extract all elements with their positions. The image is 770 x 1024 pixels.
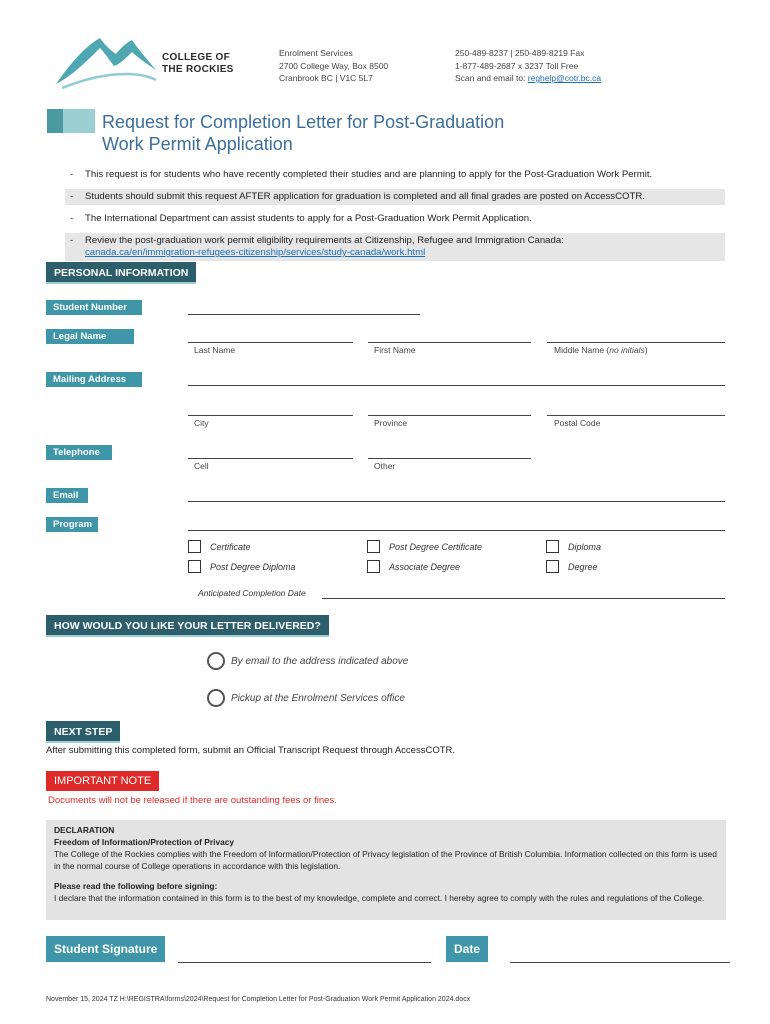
address-block [279, 47, 388, 85]
cell-field[interactable] [188, 458, 353, 459]
first-name-field[interactable] [368, 342, 531, 343]
list-item: - The International Department can assist students to apply for a Post-Graduation Work Permit Application. [70, 213, 532, 224]
list-item: - This request is for students who have recently completed their studies and are planning to apply for the Post-Graduation Work Permit. [70, 169, 653, 180]
telephone-label: Telephone [46, 445, 112, 460]
logo-text [162, 52, 234, 76]
important-note-heading: IMPORTANT NOTE [46, 771, 159, 791]
mailing-address-label: Mailing Address [46, 372, 142, 387]
pickup-delivery-radio[interactable] [207, 689, 225, 707]
logo-line-2: THE ROCKIES [162, 64, 234, 75]
legal-name-label: Legal Name [46, 329, 134, 344]
middle-name-caption: Middle Name (no initials) [554, 345, 648, 355]
next-step-heading: NEXT STEP [46, 721, 120, 743]
first-name-caption: First Name [374, 345, 416, 355]
degree-label: Degree [568, 562, 598, 572]
student-number-field[interactable] [188, 314, 420, 315]
address-line: Enrolment Services [279, 48, 353, 58]
city-caption: City [194, 418, 209, 428]
program-label: Program [46, 517, 98, 532]
phone-line: 250-489-8237 | 250-489-8219 Fax [455, 48, 585, 58]
declaration-read-heading: Please read the following before signing: [54, 881, 218, 891]
student-signature-label: Student Signature [46, 936, 165, 962]
email-field[interactable] [188, 501, 725, 502]
post-degree-certificate-label: Post Degree Certificate [389, 542, 483, 552]
degree-checkbox[interactable] [546, 560, 559, 573]
post-degree-certificate-checkbox[interactable] [367, 540, 380, 553]
page-title [102, 111, 504, 155]
next-step-text: After submitting this completed form, submit an Official Transcript Request through AccessCOTR. [46, 745, 456, 756]
post-degree-diploma-label: Post Degree Diploma [210, 562, 296, 572]
last-name-caption: Last Name [194, 345, 236, 355]
title-line-1: Request for Completion Letter for Post-Graduation [102, 112, 505, 132]
email-link[interactable]: reghelp@cotr.bc.ca [527, 73, 602, 83]
email-delivery-radio[interactable] [207, 652, 225, 670]
associate-degree-label: Associate Degree [389, 562, 461, 572]
tollfree-line: 1-877-489-2687 x 3237 Toll Free [455, 60, 579, 71]
postal-code-field[interactable] [547, 415, 725, 416]
student-signature-field[interactable] [178, 962, 431, 963]
student-number-label: Student Number [46, 300, 142, 315]
diploma-checkbox[interactable] [546, 540, 559, 553]
province-caption: Province [374, 418, 408, 428]
post-degree-diploma-checkbox[interactable] [188, 560, 201, 573]
anticipated-date-field[interactable] [322, 598, 725, 599]
address-line: Cranbrook BC | V1C 5L7 [279, 73, 373, 83]
declaration-box [46, 820, 726, 920]
footer-text: November 15, 2024 TZ H:\REGISTRA\forms\2024\Request for Completion Letter for Post-Graduation Work Permit Application 2024.docx [46, 996, 471, 1003]
declaration-title: DECLARATION [54, 825, 115, 835]
cell-caption: Cell [194, 461, 209, 471]
mountain-logo-icon [52, 34, 162, 94]
other-phone-field[interactable] [368, 458, 531, 459]
logo-line-1: COLLEGE OF [162, 52, 230, 63]
important-note-text: Documents will not be released if there are outstanding fees or fines. [48, 795, 337, 806]
date-label: Date [446, 936, 488, 962]
email-prefix: Scan and email to: [455, 73, 528, 83]
title-accent-light [63, 109, 95, 133]
immigration-link[interactable]: canada.ca/en/immigration-refugees-citizenship/services/study-canada/work.html [85, 247, 426, 258]
declaration-statement: I declare that the information contained in this form is to the best of my knowledge, complete and correct. I hereby agree to comply with the rules and regulations of the College. [54, 893, 705, 903]
email-line [455, 72, 601, 85]
instructions-list [65, 167, 725, 267]
middle-name-field[interactable] [547, 342, 725, 343]
address-line: 2700 College Way, Box 8500 [279, 60, 389, 71]
last-name-field[interactable] [188, 342, 353, 343]
declaration-body: The College of the Rockies complies with the Freedom of Information/Protection of Privacy legislation of the Province of British Columbia. Information collected on this form is used in the normal course of College operations in accordance with this legislation. [54, 849, 717, 871]
province-field[interactable] [368, 415, 531, 416]
diploma-label: Diploma [568, 542, 602, 552]
city-field[interactable] [188, 415, 353, 416]
postal-code-caption: Postal Code [554, 418, 601, 428]
title-accent-dark [47, 109, 63, 133]
email-label: Email [46, 488, 88, 503]
certificate-checkbox[interactable] [188, 540, 201, 553]
list-item: - Review the post-graduation work permit eligibility requirements at Citizenship, Refugee and Immigration Canada: canada.ca/en/immigration-refugees-citizenship/services/study-canada/work.html [65, 233, 725, 261]
date-field[interactable] [510, 962, 730, 963]
program-field[interactable] [188, 530, 725, 531]
anticipated-date-label: Anticipated Completion Date [198, 588, 306, 598]
list-item: - Students should submit this request AFTER application for graduation is completed and all final grades are posted on AccessCOTR. [65, 189, 725, 205]
title-line-2: Work Permit Application [102, 134, 293, 154]
personal-info-heading: PERSONAL INFORMATION [46, 262, 196, 284]
email-delivery-label: By email to the address indicated above [231, 656, 409, 667]
certificate-label: Certificate [210, 542, 251, 552]
pickup-delivery-label: Pickup at the Enrolment Services office [231, 693, 405, 704]
declaration-subtitle: Freedom of Information/Protection of Privacy [54, 837, 235, 847]
other-caption: Other [374, 461, 396, 471]
delivery-heading: HOW WOULD YOU LIKE YOUR LETTER DELIVERED? [46, 615, 329, 637]
contact-block [455, 47, 601, 85]
associate-degree-checkbox[interactable] [367, 560, 380, 573]
mailing-address-field[interactable] [188, 385, 725, 386]
